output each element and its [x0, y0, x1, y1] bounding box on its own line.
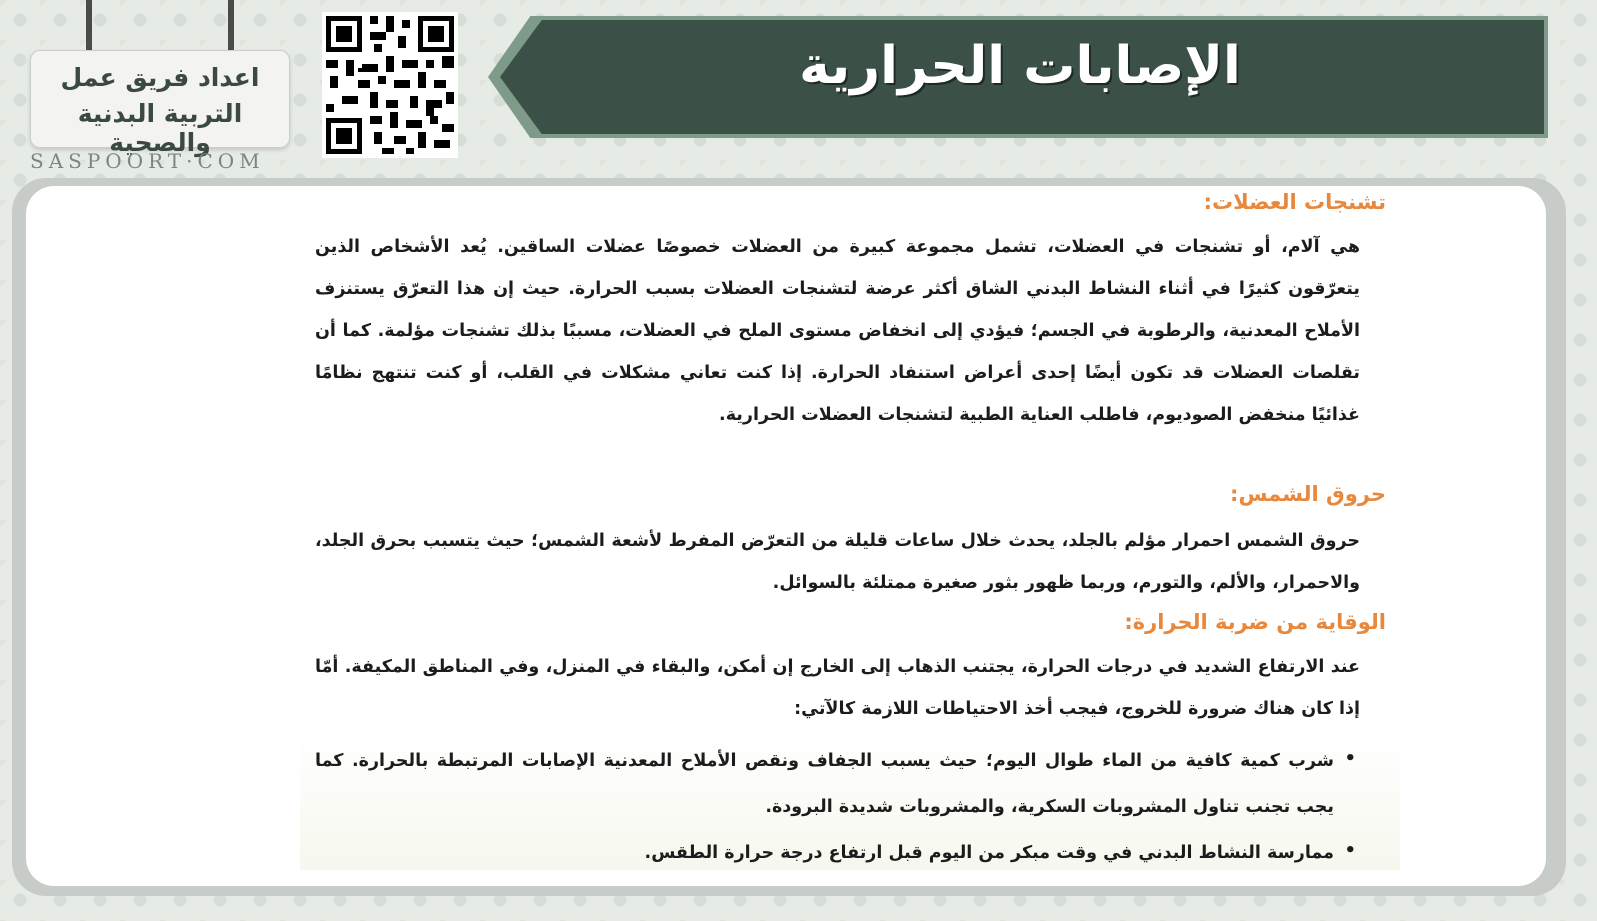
- section-text-sunburn: حروق الشمس احمرار مؤلم بالجلد، يحدث خلال ساعات قليلة من التعرّض المفرط لأشعة الشمس؛ حيث يتسبب بحرق الجلد، والاحمرار، والألم، والتورم، وربما ظهور بثور صغيرة ممتلئة بالسوائل.: [315, 531, 1360, 593]
- section-text-heatstroke-prevention: عند الارتفاع الشديد في درجات الحرارة، يجتنب الذهاب إلى الخارج إن أمكن، والبقاء في المنزل، وفي المناطق المكيفة. أمّا إذا كان هناك ضرورة للخروج، فيجب أخذ الاحتياطات اللازمة كالآتي:: [315, 657, 1360, 719]
- logo-line-1: اعداد فريق عمل: [60, 63, 260, 92]
- section-heading-sunburn: حروق الشمس:: [1230, 482, 1386, 506]
- list-item: [315, 830, 1360, 876]
- section-heading-muscle-cramps: تشنجات العضلات:: [1203, 190, 1386, 214]
- bullet-dot-icon: •: [1344, 748, 1356, 769]
- site-watermark: SASPOORT·COM: [30, 149, 265, 173]
- logo-line-2: التربية البدنية والصحية: [77, 99, 243, 157]
- logo-card: [30, 50, 290, 157]
- page-title: الإصابات الحرارية: [799, 36, 1241, 96]
- list-item-text: ممارسة النشاط البدني في وقت مبكر من اليوم قبل ارتفاع درجة حرارة الطقس.: [644, 843, 1334, 863]
- qr-code: [322, 12, 458, 158]
- content-area: [300, 186, 1400, 870]
- qr-code-graphic: [322, 12, 458, 158]
- list-item-text: شرب كمية كافية من الماء طوال اليوم؛ حيث يسبب الجفاف ونقص الأملاح المعدنية الإصابات المرتبطة بالحرارة. كما يجب تجنب تناول المشروبات السكرية، والمشروبات شديدة البرودة.: [315, 751, 1334, 817]
- hanger-line-left: [86, 0, 92, 52]
- bullet-dot-icon: •: [1344, 840, 1356, 861]
- list-item: [315, 738, 1360, 830]
- section-text-muscle-cramps: هي آلام، أو تشنجات في العضلات، تشمل مجموعة كبيرة من العضلات خصوصًا عضلات الساقين. يُعد الأشخاص الذين يتعرّقون كثيرًا في أثناء النشاط البدني الشاق أكثر عرضة لتشنجات العضلات بسبب الحرارة. حيث إن هذا التعرّق يستنزف الأملاح المعدنية، والرطوبة في الجسم؛ فيؤدي إلى انخفاض مستوى الملح في العضلات، مسببًا بذلك تشنجات مؤلمة. كما أن تقلصات العضلات قد تكون أيضًا إحدى أعراض استنفاد الحرارة. إذا كنت تعاني مشكلات في القلب، أو كنت تنتهج نظامًا غذائيًا منخفض الصوديوم، فاطلب العناية الطبية لتشنجات العضلات الحرارية.: [315, 237, 1360, 425]
- hanger-line-right: [228, 0, 234, 52]
- section-heading-heatstroke-prevention: الوقاية من ضربة الحرارة:: [1124, 610, 1386, 634]
